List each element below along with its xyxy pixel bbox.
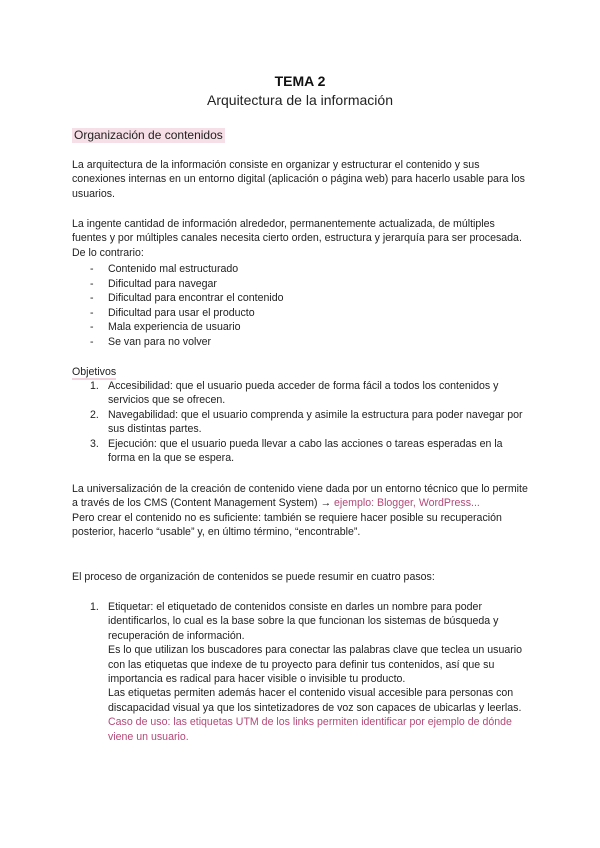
objetivos-list <box>72 379 530 466</box>
item-number: 3. <box>90 438 99 450</box>
list-item: - Mala experiencia de usuario <box>72 320 530 335</box>
list-item <box>72 437 530 466</box>
list-item: - Dificultad para usar el producto <box>72 306 530 321</box>
steps-list <box>72 600 530 744</box>
list-item: - Dificultad para navegar <box>72 277 530 292</box>
ingente-text: La ingente cantidad de información alrededor, permanentemente actualizada, de múltiples fuentes y por múltiples canales necesita cierto orden, estructura y jerarquía para ser procesada. De lo contrario: <box>72 218 522 259</box>
item-number: 2. <box>90 409 99 421</box>
intro-paragraph <box>72 158 530 201</box>
item-text: Accesibilidad: que el usuario pueda acceder de forma fácil a todos los contenidos y servicios que se ofrecen. <box>108 380 499 407</box>
item-number: 1. <box>90 380 99 392</box>
universal-text <box>72 482 530 511</box>
example-link[interactable]: ejemplo: Blogger, WordPress... <box>334 497 480 510</box>
proceso-paragraph <box>72 570 530 584</box>
list-item: - Contenido mal estructurado <box>72 262 530 277</box>
step-paragraph-3: Las etiquetas permiten además hacer el contenido visual accesible para personas con discapacidad visual ya que los sintetizadores de voz son capaces de ubicarlas y leerlas. <box>108 687 522 714</box>
list-item: - Dificultad para encontrar el contenido <box>72 291 530 306</box>
objetivos-label: Objetivos <box>72 366 117 378</box>
problems-list <box>72 262 530 350</box>
universal-body: La universalización de la creación de contenido viene dada por un entorno técnico que lo permite a través de los CMS (Content Management System) → <box>72 483 528 510</box>
list-item: - Se van para no volver <box>72 335 530 350</box>
universal-paragraph <box>72 482 530 540</box>
intro-text: La arquitectura de la información consiste en organizar y estructurar el contenido y sus conexiones internas en un entorno digital (aplicación o página web) para hacerlo usable para los usuarios. <box>72 159 525 200</box>
item-number: 1. <box>90 601 99 613</box>
pero-text: Pero crear el contenido no es suficiente: también se requiere hacer posible su recuperación posterior, hacerlo “usable” y, en último término, “encontrable”. <box>72 511 502 539</box>
section-heading: Organización de contenidos <box>74 128 223 142</box>
item-text: Navegabilidad: que el usuario comprenda y asimile la estructura para poder navegar por sus distintas partes. <box>108 409 523 436</box>
list-item <box>72 600 530 744</box>
item-text: Ejecución: que el usuario pueda llevar a cabo las acciones o tareas esperadas en la forma en la que se espera. <box>108 438 503 465</box>
list-item <box>72 408 530 437</box>
use-case-note: Caso de uso: las etiquetas UTM de los links permiten identificar por ejemplo de dónde viene un usuario. <box>108 716 512 743</box>
list-item <box>72 379 530 408</box>
page-title: TEMA 2 <box>274 73 326 89</box>
objetivos-heading <box>72 365 116 379</box>
page-subtitle: Arquitectura de la información <box>207 92 393 108</box>
step-paragraph-1: Etiquetar: el etiquetado de contenidos consiste en darles un nombre para poder identificarlos, lo cual es la base sobre la que funcionan los sistemas de búsqueda y recuperación de información. <box>108 601 499 642</box>
proceso-text: El proceso de organización de contenidos se puede resumir en cuatro pasos: <box>72 571 435 583</box>
ingente-paragraph <box>72 217 530 260</box>
step-paragraph-2: Es lo que utilizan los buscadores para conectar las palabras clave que teclea un usuario con las etiquetas que indexe de tu proyecto para definir tus contenidos, así que su importancia es radical para hacer visible o invisible tu producto. <box>108 644 522 686</box>
